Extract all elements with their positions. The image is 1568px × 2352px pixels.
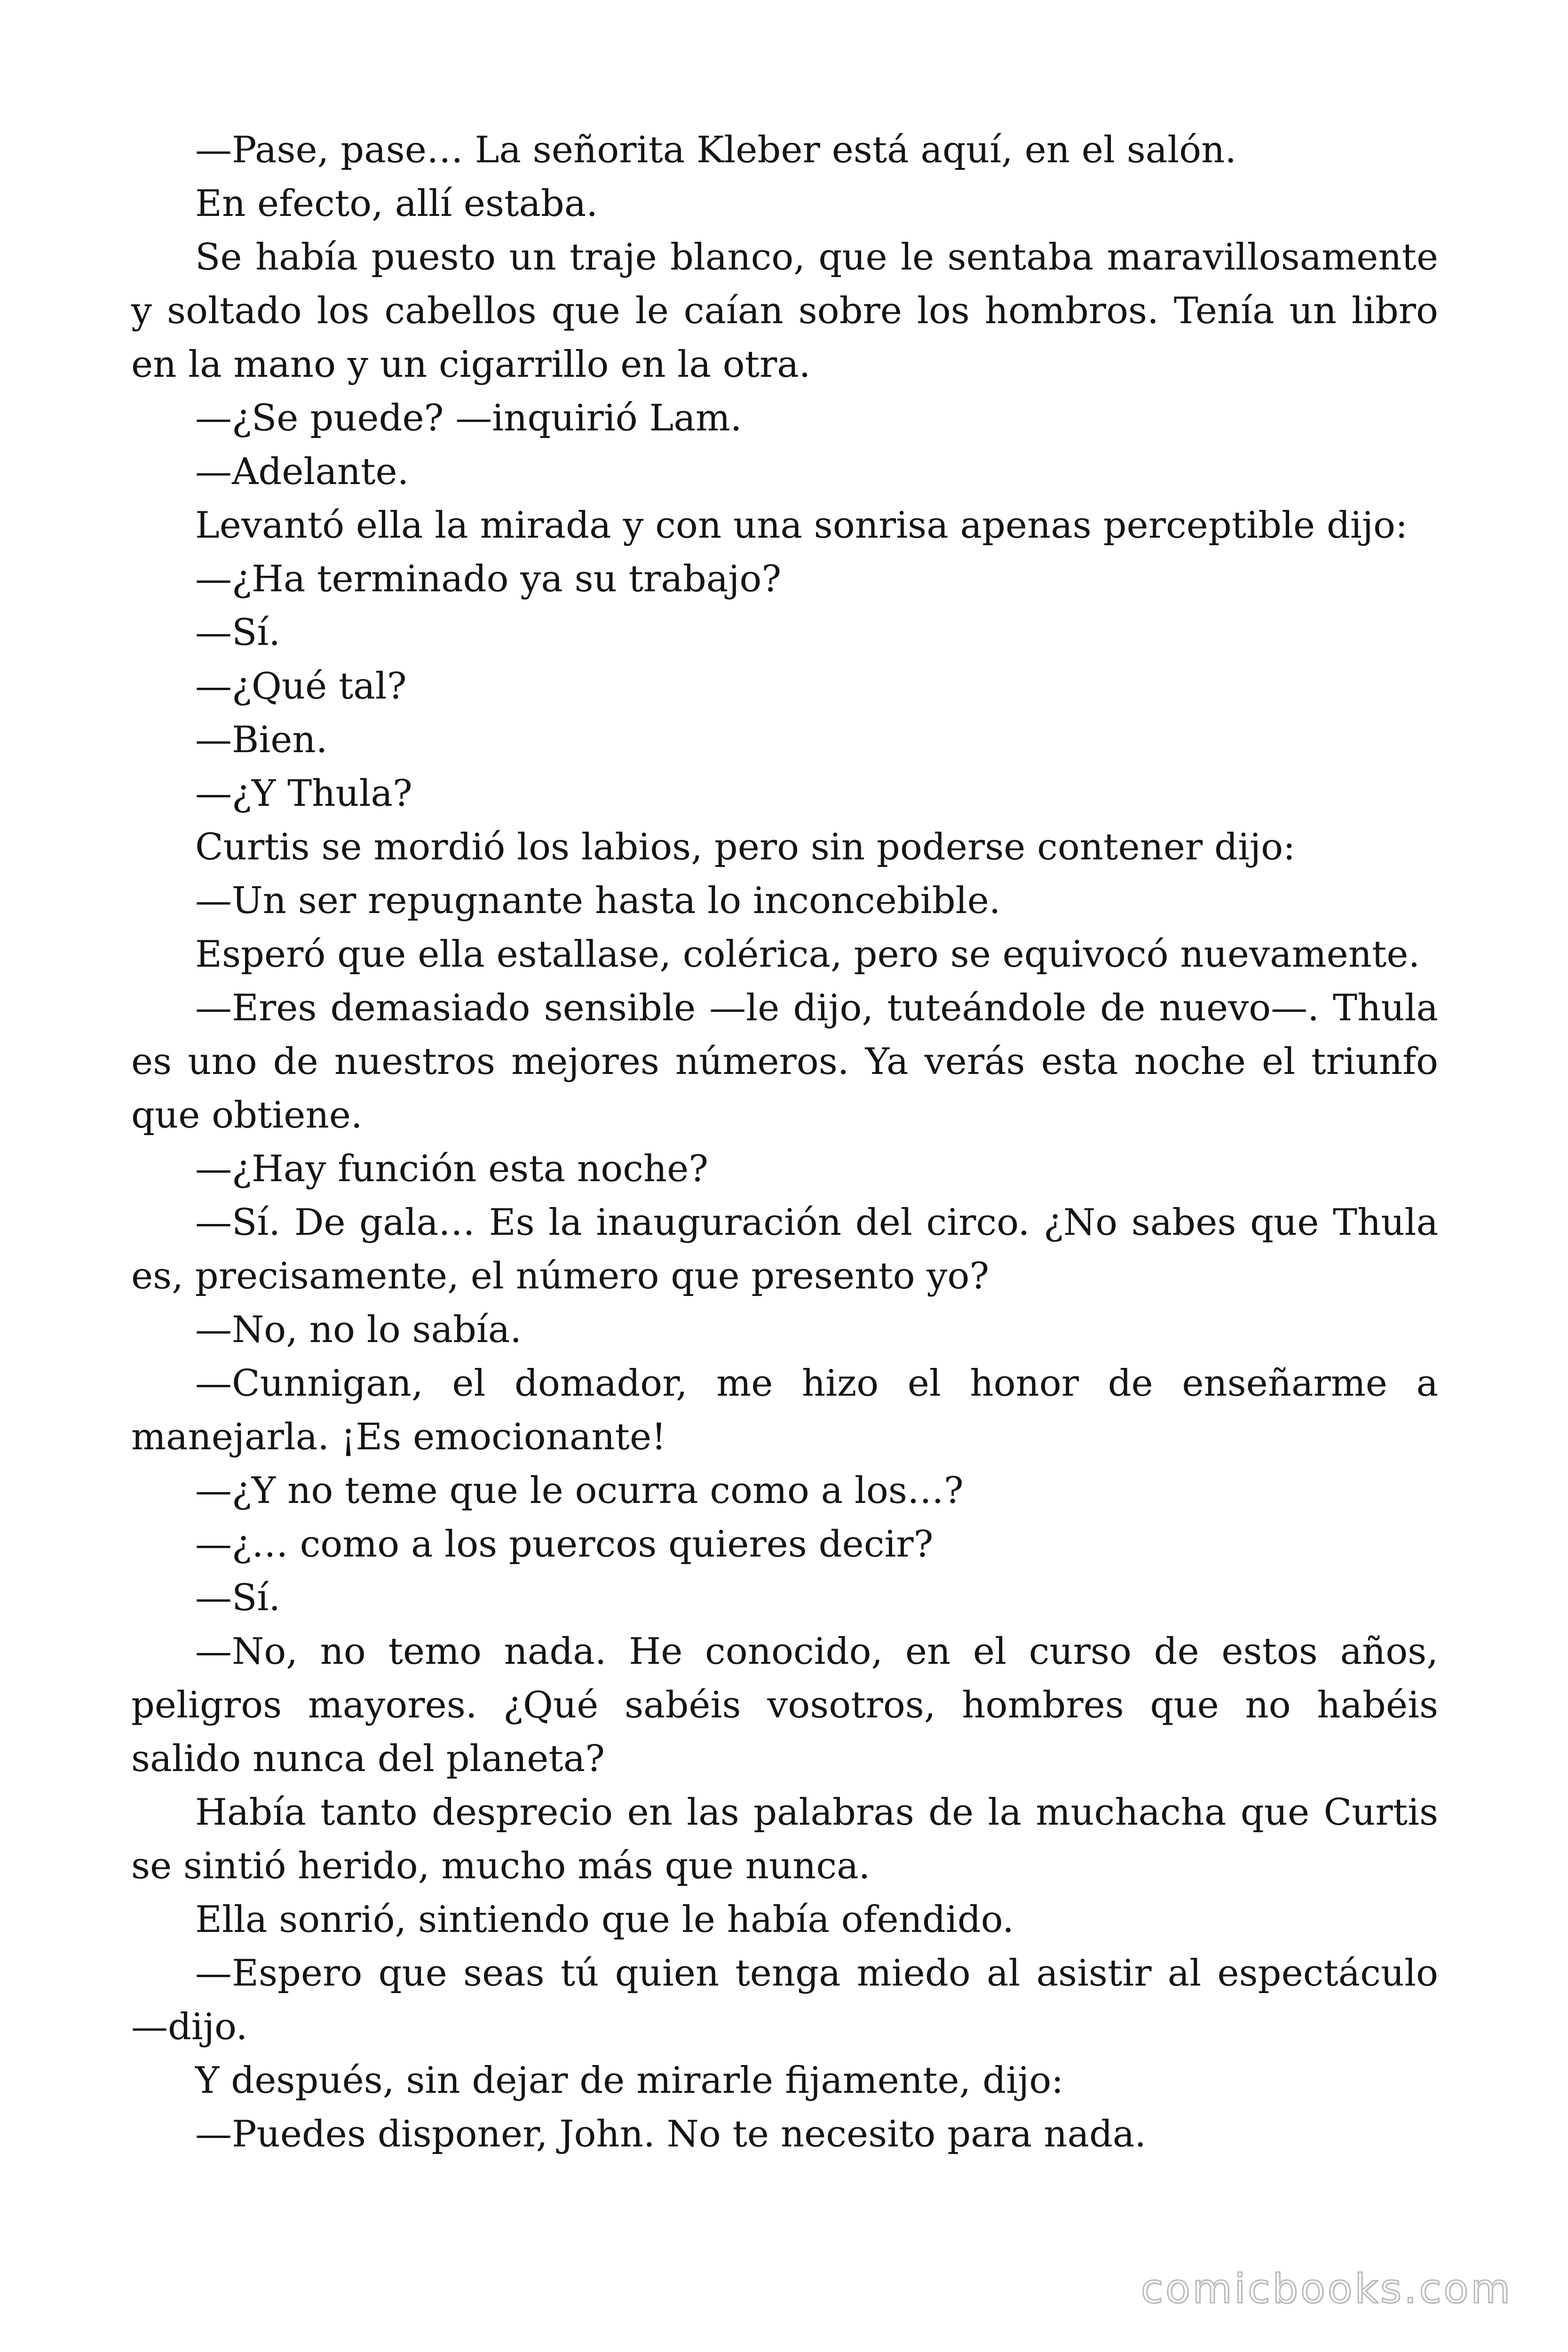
paragraph: —Puedes disponer, John. No te necesito para nada.	[195, 2113, 1147, 2155]
paragraph: Curtis se mordió los labios, pero sin poderse contener dijo:	[195, 826, 1296, 868]
paragraph: —Bien.	[195, 719, 328, 761]
paragraph: —¿Y no teme que le ocurra como a los…?	[195, 1470, 964, 1512]
paragraph: —¿Hay función esta noche?	[195, 1148, 709, 1190]
paragraph: —Sí.	[195, 612, 281, 654]
paragraph: Ella sonrió, sintiendo que le había ofendido.	[195, 1899, 1014, 1941]
paragraph: Y después, sin dejar de mirarle fijamente, dijo:	[195, 2059, 1064, 2102]
paragraph: —No, no lo sabía.	[195, 1309, 522, 1351]
paragraph: —Pase, pase… La señorita Kleber está aquí, en el salón.	[195, 129, 1237, 171]
paragraph: —¿Se puede? —inquirió Lam.	[195, 397, 742, 439]
watermark-text: comicbooks.com	[1140, 2265, 1513, 2312]
paragraph: Levantó ella la mirada y con una sonrisa apenas perceptible dijo:	[195, 504, 1408, 547]
page-text	[131, 123, 1438, 2161]
paragraph: —Eres demasiado sensible —le dijo, tuteándole de nuevo—. Thula es uno de nuestros mejores números. Ya verás esta noche el triunfo que obtiene.	[131, 987, 1438, 1136]
paragraph: Había tanto desprecio en las palabras de la muchacha que Curtis se sintió herido, mucho más que nunca.	[131, 1791, 1438, 1887]
paragraph: Esperó que ella estallase, colérica, pero se equivocó nuevamente.	[195, 933, 1420, 976]
paragraph: —¿Qué tal?	[195, 665, 407, 707]
paragraph: —¿Ha terminado ya su trabajo?	[195, 558, 782, 600]
paragraph: —Adelante.	[195, 451, 409, 493]
paragraph: Se había puesto un traje blanco, que le sentaba maravillosamente y soltado los cabellos que le caían sobre los hombros. Tenía un libro en la mano y un cigarrillo en la otra.	[131, 236, 1438, 386]
paragraph: —Espero que seas tú quien tenga miedo al asistir al espectáculo —dijo.	[131, 1952, 1438, 2048]
paragraph: —Un ser repugnante hasta lo inconcebible.	[195, 880, 1001, 922]
paragraph: —Cunnigan, el domador, me hizo el honor de enseñarme a manejarla. ¡Es emocionante!	[131, 1362, 1438, 1458]
paragraph: —¿… como a los puercos quieres decir?	[195, 1523, 934, 1565]
paragraph: —¿Y Thula?	[195, 772, 412, 815]
paragraph: —Sí. De gala… Es la inauguración del circo. ¿No sabes que Thula es, precisamente, el número que presento yo?	[131, 1201, 1438, 1297]
paragraph: —No, no temo nada. He conocido, en el curso de estos años, peligros mayores. ¿Qué sabéis vosotros, hombres que no habéis salido nunca del planeta?	[131, 1630, 1438, 1780]
paragraph: —Sí.	[195, 1577, 281, 1619]
paragraph: En efecto, allí estaba.	[195, 183, 598, 225]
